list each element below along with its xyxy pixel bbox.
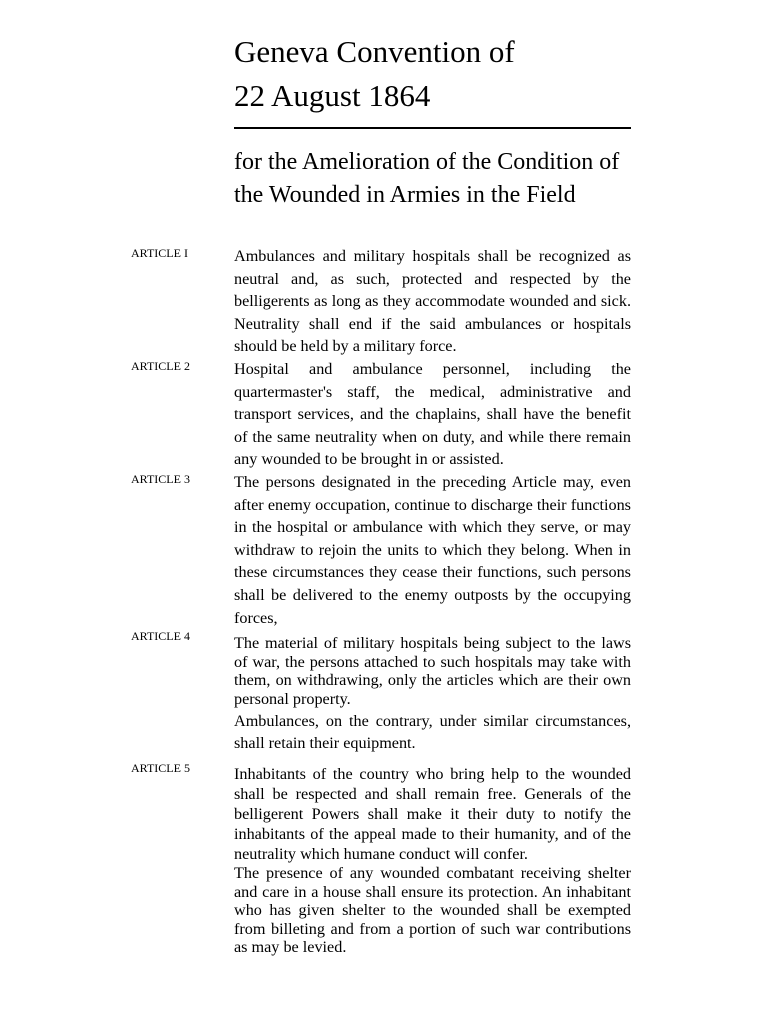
article-4-body — [234, 634, 631, 754]
article-3-body — [234, 471, 631, 629]
article-1-label: ARTICLE I — [131, 246, 188, 260]
article-5-label: ARTICLE 5 — [131, 761, 190, 775]
document-title — [234, 30, 634, 118]
title-line-2: 22 August 1864 — [234, 78, 431, 113]
article-2-label: ARTICLE 2 — [131, 359, 190, 373]
article-2-paragraph: Hospital and ambulance personnel, including the quartermaster's staff, the medical, administrative and transport services, and the chaplains, shall have the benefit of the same neutrality when on duty, and while there remain any wounded to be brought in or assisted. — [234, 360, 631, 469]
article-1-paragraph: Ambulances and military hospitals shall be recognized as neutral and, as such, protected and respected by the belligerents as long as they accommodate wounded and sick. Neutrality shall end if the said ambulances or hospitals should be held by a military force. — [234, 247, 631, 356]
title-divider — [234, 127, 631, 129]
article-4-paragraph-2: Ambulances, on the contrary, under similar circumstances, shall retain their equipment. — [234, 712, 631, 753]
article-3-paragraph: The persons designated in the preceding Article may, even after enemy occupation, continue to discharge their functions in the hospital or ambulance with which they serve, or may withdraw to rejoin the units to which they belong. When in these circumstances they cease their functions, such persons shall be delivered to the enemy outposts by the occupying forces, — [234, 473, 631, 627]
article-1-body — [234, 245, 631, 358]
article-2-body — [234, 358, 631, 471]
article-5-paragraph-2: The presence of any wounded combatant receiving shelter and care in a house shall ensure its protection. An inhabitant who has given shelter to the wounded shall be exempted from billeting and from a portion of such war contributions as may be levied. — [234, 864, 631, 957]
article-5-body — [234, 764, 631, 957]
article-4-paragraph-1: The material of military hospitals being subject to the laws of war, the persons attached to such hospitals may take with them, on withdrawing, only the articles which are their own personal property. — [234, 634, 631, 708]
article-3-label: ARTICLE 3 — [131, 472, 190, 486]
document-subtitle: for the Amelioration of the Condition of the Wounded in Armies in the Field — [234, 149, 620, 208]
article-4-label: ARTICLE 4 — [131, 629, 190, 643]
article-5-paragraph-1: Inhabitants of the country who bring help to the wounded shall be respected and shall remain free. Generals of the belligerent Powers shall make it their duty to notify the inhabitants of the appeal made to their humanity, and of the neutrality which humane conduct will confer. — [234, 765, 631, 863]
title-line-1: Geneva Convention of — [234, 34, 515, 69]
